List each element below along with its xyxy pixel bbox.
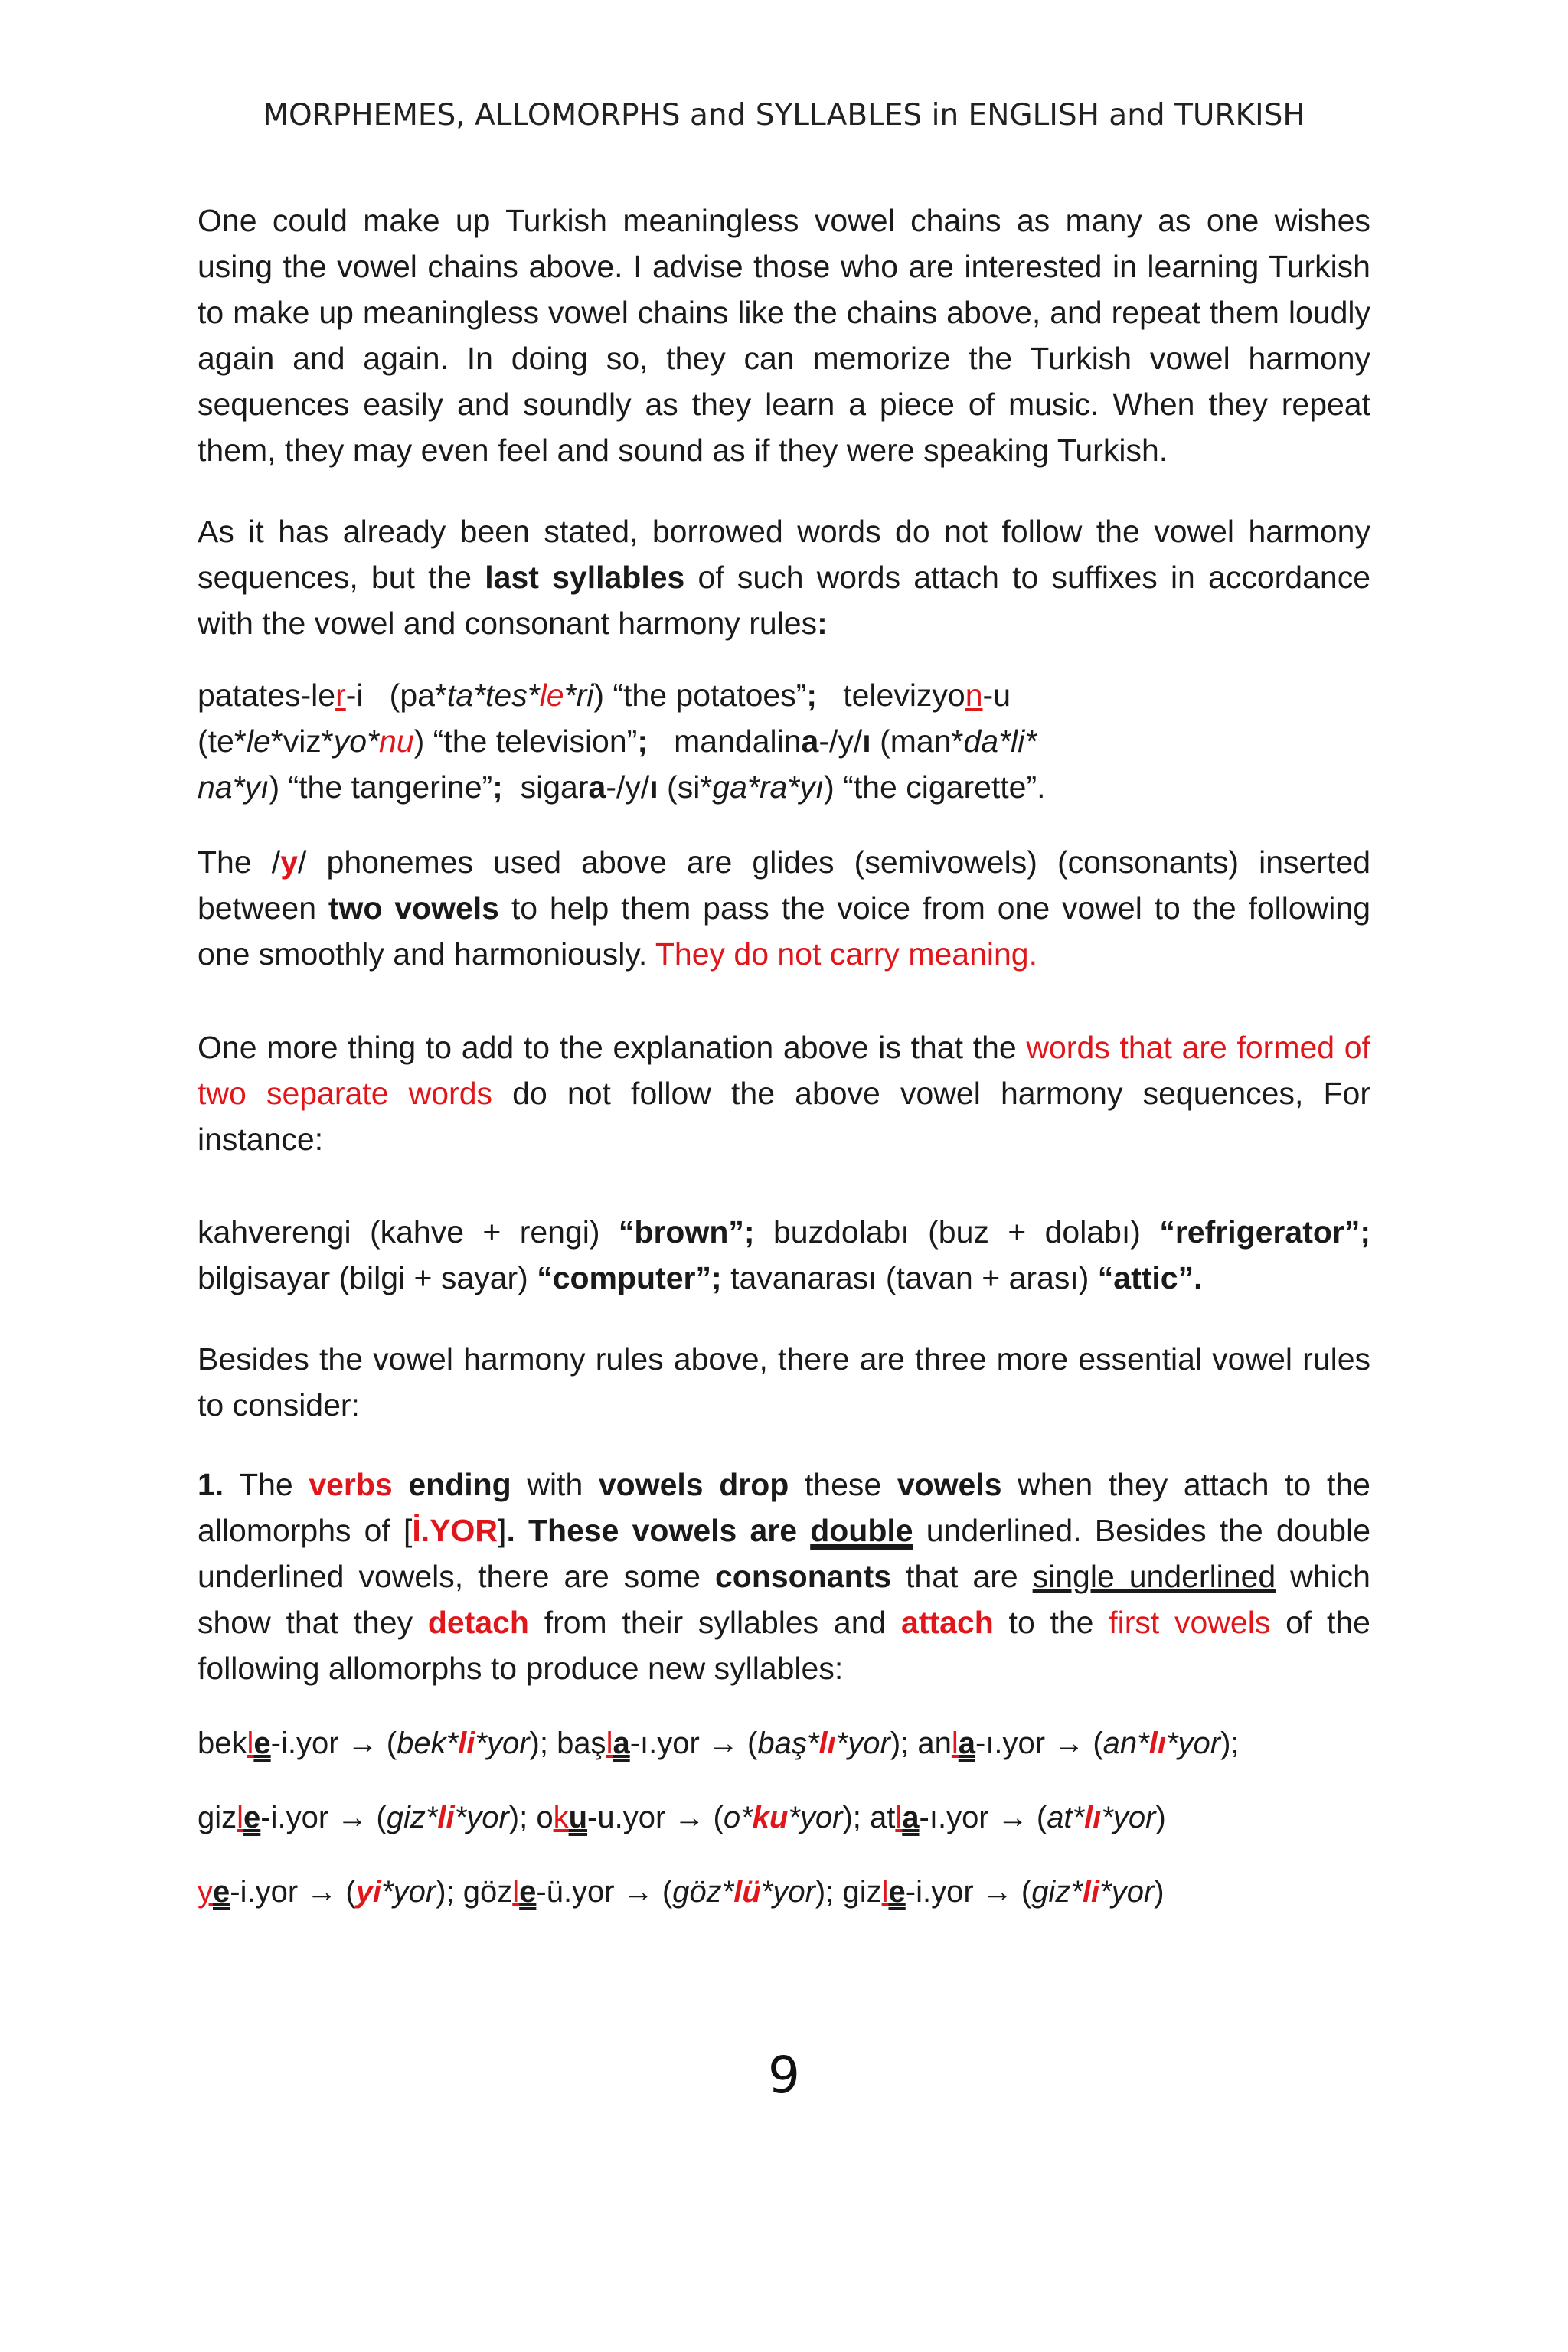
detaching-consonant: l: [895, 1801, 903, 1834]
emphasis: vowels drop: [598, 1467, 789, 1502]
new-syllable: lı: [1084, 1801, 1102, 1834]
arrow-text: -i.yor → (: [260, 1801, 387, 1834]
text: One more thing to add to the explanation above is that the: [198, 1030, 1027, 1065]
syllable-italic: baş*: [757, 1726, 819, 1760]
syllable-italic: an*: [1102, 1726, 1149, 1760]
paragraph-glides: [198, 839, 1370, 977]
new-syllable: lı: [1148, 1726, 1166, 1760]
new-syllable: lı: [818, 1726, 836, 1760]
text: that are: [891, 1559, 1033, 1594]
new-syllable: li: [437, 1801, 455, 1834]
example-suffix: -i: [345, 678, 364, 713]
text: buzdolabı (buz + dolabı): [754, 1214, 1160, 1250]
text: when they attach to the allomorphs of [: [198, 1467, 1370, 1548]
arrow-text: -ı.yor → (: [629, 1726, 758, 1760]
separator: ;: [806, 678, 818, 713]
arrow-text: -i.yor → (: [230, 1875, 356, 1909]
new-syllable: li: [1082, 1875, 1100, 1909]
paragraph-compound-examples: [198, 1209, 1370, 1301]
dropped-vowel: e: [243, 1801, 261, 1834]
syllable-italic: *ri: [564, 678, 594, 713]
separator: ;: [637, 724, 648, 759]
example-word: sigar: [520, 769, 589, 805]
glide: -/y/: [606, 769, 650, 805]
gloss: ) “the cigarette”.: [824, 769, 1046, 805]
emphasis: ending: [408, 1467, 511, 1502]
syllable-italic: na*yı: [198, 769, 270, 805]
verb-stem: ); baş: [529, 1726, 606, 1760]
paragraph-rule-1: [198, 1462, 1370, 1691]
arrow-text: -u.yor → (: [587, 1801, 724, 1834]
text: tavanarası (tavan + arası): [721, 1260, 1098, 1295]
arrow-text: -ü.yor → (: [536, 1875, 673, 1909]
text: kahverengi (kahve + rengi): [198, 1214, 619, 1250]
emphasis: consonants: [714, 1559, 892, 1594]
syllable-paren: (pa*: [389, 678, 447, 713]
text: / phonemes used above are glides (semivowels) (consonants) inserted between: [198, 844, 1370, 926]
gloss: ) “the tangerine”: [269, 769, 493, 805]
example-word: patates-le: [198, 678, 336, 713]
emphasis: :: [817, 606, 828, 641]
paragraph-borrowed-words: [198, 508, 1370, 646]
syllable-italic: *yor: [381, 1875, 436, 1909]
syllable-italic: ta*tes*: [446, 678, 540, 713]
detaching-consonant: l: [606, 1726, 613, 1760]
detaching-consonant: l: [951, 1726, 959, 1760]
text: to the: [993, 1605, 1109, 1640]
glide-letter: y: [280, 844, 298, 880]
dropped-vowel: e: [888, 1875, 906, 1909]
gloss-bold: “brown”;: [618, 1214, 755, 1250]
highlight-text: words that are formed of two separate words: [198, 1030, 1370, 1111]
syllable-italic: *yor: [788, 1801, 843, 1834]
separator: ;: [492, 769, 503, 805]
syllable-italic: *yor: [1099, 1875, 1155, 1909]
emphasis: . These vowels are: [506, 1513, 811, 1548]
paragraph-vowel-chains: One could make up Turkish meaningless vowel chains as many as one wishes using the vowel chains above. I advise those who are interested in learning Turkish to make up meaningless vowel chains like the chains above, and repeat them loudly again and again. In doing so, they can memorize the Turkish vowel harmony sequences easily and soundly as they learn a piece of music. When they repeat them, they may even feel and sound as if they were speaking Turkish.: [198, 203, 1370, 468]
syllable-italic: *yor: [760, 1875, 815, 1909]
list-number: 1.: [198, 1467, 224, 1502]
text: of such words attach to suffixes in accordance with the vowel and consonant harmony rules: [198, 560, 1371, 641]
syllable-red: nu: [379, 724, 414, 759]
single-underline-sample: single underlined: [1032, 1559, 1276, 1594]
highlight-text: They do not carry meaning.: [655, 936, 1037, 972]
detaching-consonant: y: [198, 1875, 213, 1909]
verb-stem: ); giz: [815, 1875, 882, 1909]
text: The /: [198, 844, 281, 880]
dropped-vowel: e: [213, 1875, 230, 1909]
verb-stem: ); o: [508, 1801, 554, 1834]
arrow-text: -i.yor → (: [905, 1875, 1032, 1909]
example-line-2: [198, 1795, 1370, 1841]
text: underlined. Besides the double underlined vowels, there are some: [198, 1513, 1370, 1594]
verb-stem: ); göz: [436, 1875, 513, 1909]
page-number: 9: [768, 2046, 800, 2105]
text: with: [511, 1467, 599, 1502]
emphasis-red: verbs: [309, 1467, 393, 1502]
gloss-bold: “refrigerator”;: [1159, 1214, 1370, 1250]
punct: );: [1220, 1726, 1240, 1760]
emphasis: vowels: [897, 1467, 1002, 1502]
syllable-italic: at*: [1047, 1801, 1085, 1834]
highlight-text: first vowels: [1109, 1605, 1271, 1640]
allomorph-label: İ.YOR: [412, 1513, 498, 1548]
new-syllable: li: [458, 1726, 475, 1760]
syllable-italic: yo*: [333, 724, 380, 759]
syllable-italic: le: [246, 724, 271, 759]
text: The: [224, 1467, 309, 1502]
arrow-text: -i.yor → (: [270, 1726, 397, 1760]
emphasis-red: detach: [427, 1605, 529, 1640]
new-syllable: lü: [733, 1875, 761, 1909]
text: do not follow the above vowel harmony sequences, For instance:: [198, 1076, 1370, 1157]
detaching-consonant: l: [247, 1726, 254, 1760]
text: from their syllables and: [528, 1605, 902, 1640]
bold-vowel: ı: [862, 724, 871, 759]
paragraph-vowel-rules-intro: Besides the vowel harmony rules above, there are three more essential vowel rules to consider:: [198, 1341, 1370, 1423]
paragraph-compound-words: [198, 1024, 1370, 1162]
dropped-vowel: a: [958, 1726, 975, 1760]
syllable-plain: *viz*: [270, 724, 334, 759]
glide: -/y/: [818, 724, 863, 759]
new-syllable: yi: [355, 1875, 382, 1909]
punct: ): [1155, 1801, 1166, 1834]
text: [393, 1467, 409, 1502]
verb-stem: giz: [198, 1801, 237, 1834]
example-line-1: [198, 1720, 1370, 1766]
syllable-italic: da*li*: [963, 724, 1037, 759]
example-suffix: -u: [982, 678, 1011, 713]
text: to help them pass the voice from one vowel to the following one smoothly and harmoniously.: [198, 890, 1371, 972]
example-word: mandalin: [674, 724, 802, 759]
gloss: ) “the potatoes”: [593, 678, 807, 713]
new-syllable: ku: [752, 1801, 789, 1834]
detaching-consonant: l: [237, 1801, 244, 1834]
syllable-italic: o*: [723, 1801, 753, 1834]
dropped-vowel: e: [253, 1726, 271, 1760]
emphasis: two vowels: [328, 890, 499, 926]
dropped-vowel: e: [519, 1875, 537, 1909]
text: of the following allomorphs to produce new syllables:: [198, 1605, 1370, 1686]
verb-stem: ); an: [890, 1726, 952, 1760]
text: these: [789, 1467, 897, 1502]
detaching-consonant: k: [553, 1801, 569, 1834]
bold-vowel: a: [588, 769, 606, 805]
detaching-consonant: l: [881, 1875, 889, 1909]
example-word: televizyo: [843, 678, 965, 713]
syllable-paren: (man*: [871, 724, 964, 759]
syllable-italic: göz*: [672, 1875, 734, 1909]
text: As it has already been stated, borrowed words do not follow the vowel harmony sequences, but the: [198, 514, 1370, 595]
text: which show that they: [198, 1559, 1370, 1640]
syllable-paren: (te*: [198, 724, 247, 759]
example-line-3: [198, 1869, 1370, 1915]
syllable-italic: *yor: [1165, 1726, 1221, 1760]
underlined-consonant: r: [335, 678, 346, 713]
syllable-italic: bek*: [397, 1726, 459, 1760]
verb-stem: ); at: [842, 1801, 896, 1834]
dropped-vowel: u: [568, 1801, 588, 1834]
bold-vowel: a: [801, 724, 819, 759]
underlined-consonant: n: [965, 678, 983, 713]
running-header: MORPHEMES, ALLOMORPHS and SYLLABLES in ENGLISH and TURKISH: [263, 98, 1305, 132]
syllable-red: le: [539, 678, 564, 713]
emphasis: last syllables: [485, 560, 685, 595]
text: ]: [498, 1513, 507, 1548]
emphasis-red: attach: [901, 1605, 994, 1640]
text: bilgisayar (bilgi + sayar): [198, 1260, 537, 1295]
gloss-bold: “attic”.: [1097, 1260, 1203, 1295]
page-body: [198, 198, 1370, 1915]
syllable-italic: giz*: [386, 1801, 438, 1834]
arrow-text: -ı.yor → (: [975, 1726, 1103, 1760]
paragraph-borrowed-examples: [198, 672, 1370, 810]
dropped-vowel: a: [902, 1801, 920, 1834]
punct: ): [1154, 1875, 1165, 1909]
syllable-italic: *yor: [1101, 1801, 1156, 1834]
syllable-italic: *yor: [475, 1726, 530, 1760]
syllable-italic: *yor: [454, 1801, 509, 1834]
bold-vowel: ı: [649, 769, 658, 805]
gloss: ) “the television”: [413, 724, 638, 759]
dropped-vowel: a: [612, 1726, 630, 1760]
arrow-text: -ı.yor → (: [919, 1801, 1047, 1834]
syllable-italic: giz*: [1031, 1875, 1083, 1909]
verb-stem: bek: [198, 1726, 247, 1760]
syllable-italic: *yor: [835, 1726, 890, 1760]
syllable-paren: (si*: [658, 769, 713, 805]
double-underline-sample: double: [810, 1513, 913, 1548]
detaching-consonant: l: [512, 1875, 520, 1909]
syllable-italic: ga*ra*yı: [712, 769, 825, 805]
gloss-bold: “computer”;: [537, 1260, 722, 1295]
